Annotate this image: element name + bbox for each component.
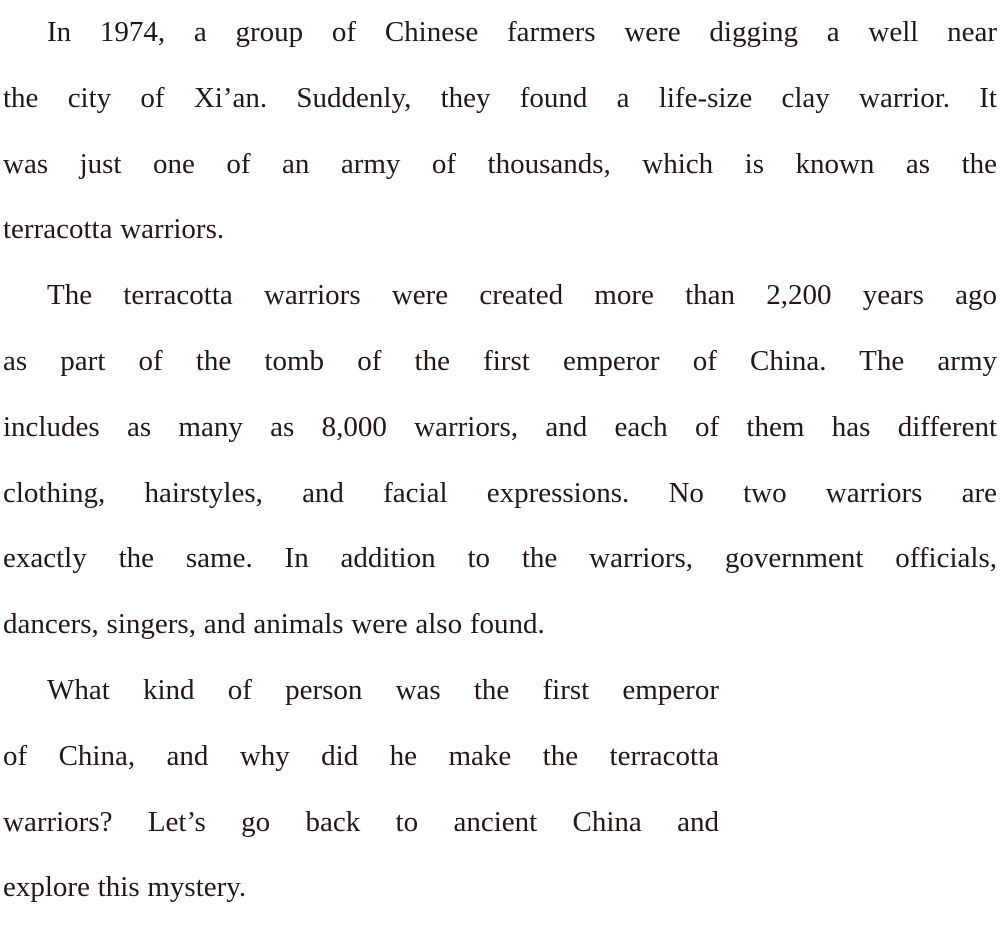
text-line: of China, and why did he make the terracotta xyxy=(3,739,719,772)
text-line: exactly the same. In addition to the warriors, government officials, xyxy=(3,542,997,575)
text-line: includes as many as 8,000 warriors, and each of them has different xyxy=(3,410,997,443)
text-line: the city of Xi’an. Suddenly, they found a life-size clay warrior. It xyxy=(3,81,997,114)
text-line: The terracotta warriors were created more than 2,200 years ago xyxy=(47,279,997,312)
paragraph-discovery xyxy=(3,0,997,263)
text-line: explore this mystery. xyxy=(3,871,247,904)
text-line: dancers, singers, and animals were also found. xyxy=(3,608,545,641)
text-line: In 1974, a group of Chinese farmers were digging a well near xyxy=(47,16,997,48)
paragraph-question xyxy=(3,658,719,921)
text-line: clothing, hairstyles, and facial expressions. No two warriors are xyxy=(3,476,997,509)
text-line: was just one of an army of thousands, which is known as the xyxy=(3,147,997,180)
document-page xyxy=(3,0,997,921)
text-line: terracotta warriors. xyxy=(3,213,225,246)
paragraph-description xyxy=(3,263,997,658)
text-line: as part of the tomb of the first emperor of China. The army xyxy=(3,344,997,377)
text-line: What kind of person was the first emperor xyxy=(47,673,719,706)
text-line: warriors? Let’s go back to ancient China and xyxy=(3,805,719,838)
